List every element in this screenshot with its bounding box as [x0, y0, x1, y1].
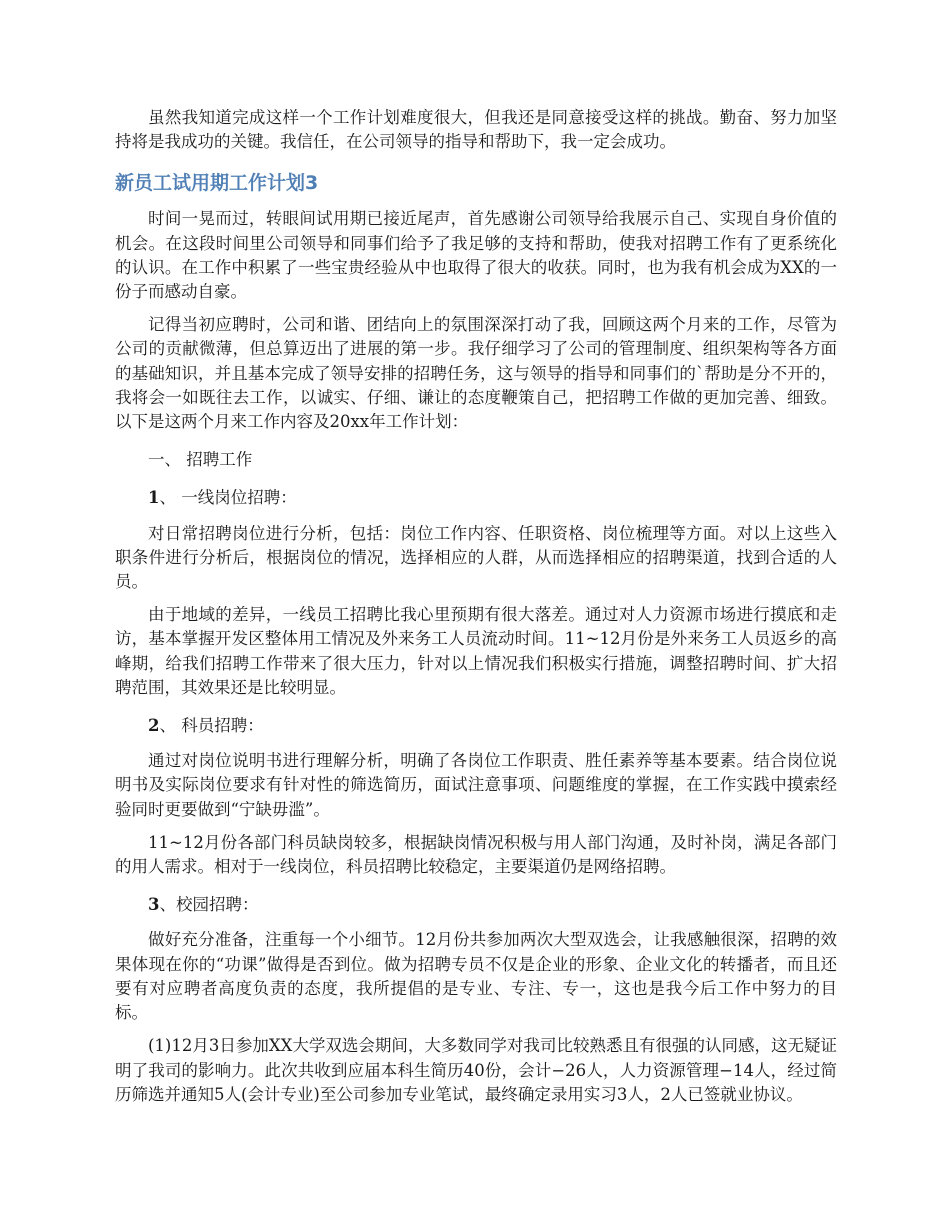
section-title: 新员工试用期工作计划3 — [115, 172, 319, 195]
subsection-number: 3 — [148, 895, 160, 915]
subsection-heading-3 — [115, 893, 837, 917]
subsection-heading-1 — [115, 486, 837, 510]
body-paragraph: 通过对岗位说明书进行理解分析，明确了各岗位工作职责、胜任素养等基本要素。结合岗位说明书及实际岗位要求有针对性的筛选简历，面试注意事项、问题维度的掌握，在工作实践中摸索经验同时更要做到“宁缺毋滥”。 — [115, 751, 837, 819]
subsection-heading-2 — [115, 714, 837, 738]
intro-paragraph: 虽然我知道完成这样一个工作计划难度很大，但我还是同意接受这样的挑战。勤奋、努力加坚持将是我成功的关键。我信任，在公司领导的指导和帮助下，我一定会成功。 — [115, 108, 837, 152]
subsection-label: 、 科员招聘： — [159, 716, 264, 736]
document-page — [115, 106, 837, 1116]
body-paragraph: 时间一晃而过，转眼间试用期已接近尾声，首先感谢公司领导给我展示自己、实现自身价值的机会。在这段时间里公司领导和同事们给予了我足够的支持和帮助，使我对招聘工作有了更系统化的认识。在工作中积累了一些宝贵经验从中也取得了很大的收获。同时，也为我有机会成为XX的一份子而感动自豪。 — [115, 209, 837, 302]
subsection-number: 2 — [148, 716, 160, 736]
body-paragraph: 记得当初应聘时，公司和谐、团结向上的氛围深深打动了我，回顾这两个月来的工作，尽管为公司的贡献微薄，但总算迈出了进展的第一步。我仔细学习了公司的管理制度、组织架构等各方面的基础知识，并且基本完成了领导安排的招聘任务，这与领导的指导和同事们的`帮助是分不开的，我将会一如既往去工作，以诚实、仔细、谦让的态度鞭策自己，把招聘工作做的更加完善、细致。以下是这两个月来工作内容及20xx年工作计划： — [115, 315, 837, 432]
subsection-label: 、校园招聘： — [159, 895, 259, 915]
subsection-number: 1 — [148, 488, 160, 508]
body-paragraph: 做好充分准备，注重每一个小细节。12月份共参加两次大型双选会，让我感触很深，招聘的效果体现在你的“功课”做得是否到位。做为招聘专员不仅是企业的形象、企业文化的转播者，而且还要有对应聘者高度负责的态度，我所提倡的是专业、专注、专一，这也是我今后工作中努力的目标。 — [115, 930, 837, 1023]
subsection-label: 、 一线岗位招聘： — [159, 488, 297, 508]
body-paragraph: (1)12月3日参加XX大学双选会期间，大多数同学对我司比较熟悉且有很强的认同感，这无疑证明了我司的影响力。此次共收到应届本科生简历40份，会计−26人，人力资源管理−14人，经过简历筛选并通知5人(会计专业)至公司参加专业笔试，最终确定录用实习3人，2人已签就业协议。 — [115, 1036, 837, 1104]
body-paragraph: 11~12月份各部门科员缺岗较多，根据缺岗情况积极与用人部门沟通，及时补岗，满足各部门的用人需求。相对于一线岗位，科员招聘比较稳定，主要渠道仍是网络招聘。 — [115, 832, 837, 877]
body-paragraph: 由于地域的差异，一线员工招聘比我心里预期有很大落差。通过对人力资源市场进行摸底和走访，基本掌握开发区整体用工情况及外来务工人员流动时间。11~12月份是外来务工人员返乡的高峰期，给我们招聘工作带来了很大压力，针对以上情况我们积极实行措施，调整招聘时间、扩大招聘范围，其效果还是比较明显。 — [115, 605, 837, 697]
outline-item: 一、 招聘工作 — [148, 450, 253, 470]
body-paragraph: 对日常招聘岗位进行分析，包括：岗位工作内容、任职资格、岗位梳理等方面。对以上这些入职条件进行分析后，根据岗位的情况，选择相应的人群，从而选择相应的招聘渠道，找到合适的人员。 — [115, 523, 837, 592]
